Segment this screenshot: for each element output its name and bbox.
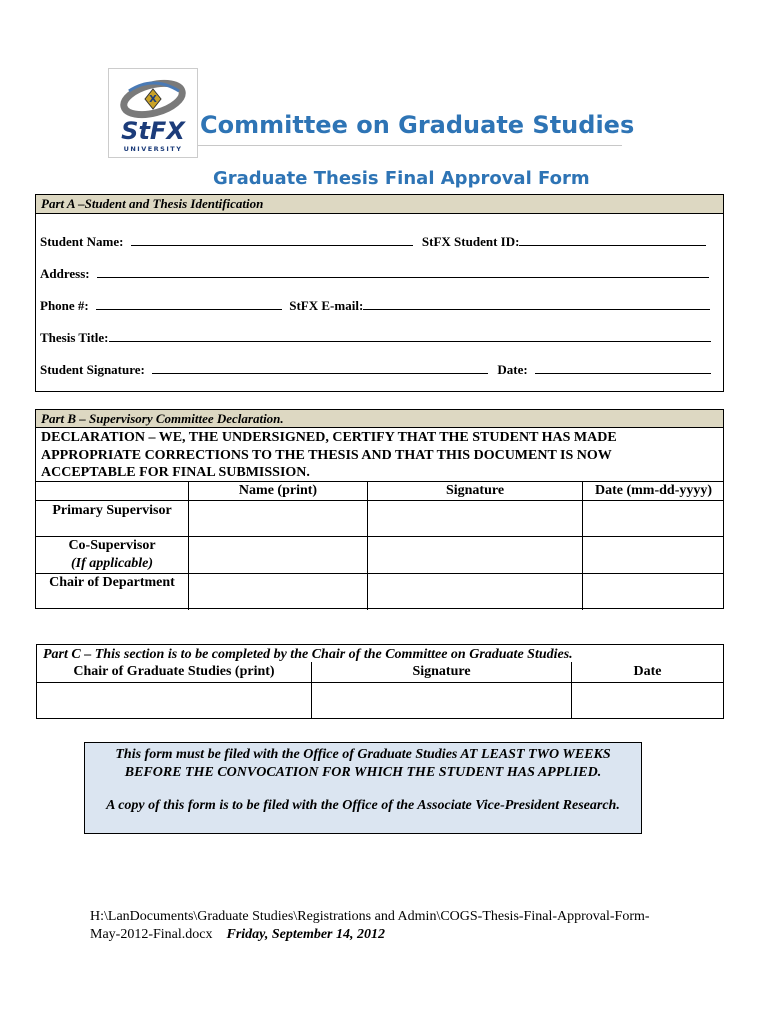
thesis-title-row — [40, 329, 711, 346]
primary-supervisor-date-cell[interactable] — [583, 501, 725, 537]
email-field[interactable] — [363, 297, 710, 310]
chair-department-name-cell[interactable] — [189, 574, 368, 610]
co-supervisor-label-cell — [36, 537, 189, 574]
phone-label: Phone #: — [40, 298, 89, 313]
student-name-field[interactable] — [131, 233, 413, 246]
file-path: H:\LanDocuments\Graduate Studies\Registrations and Admin\COGS-Thesis-Final-Approval-Form-May-2012-Final.docx — [90, 909, 650, 942]
student-signature-label: Student Signature: — [40, 362, 145, 377]
co-supervisor-name-cell[interactable] — [189, 537, 368, 574]
student-name-row — [40, 233, 706, 250]
primary-supervisor-row — [36, 501, 724, 537]
chair-header-row — [37, 662, 723, 683]
phone-field[interactable] — [96, 297, 282, 310]
address-field[interactable] — [97, 265, 709, 278]
part-b-header — [36, 410, 723, 428]
name-column-header: Name (print) — [189, 482, 368, 501]
signature-row — [40, 361, 711, 378]
logo-graphic — [109, 69, 197, 157]
address-row — [40, 265, 709, 282]
logo-wordmark: StFX — [121, 117, 185, 145]
university-logo — [108, 68, 198, 158]
date-label: Date: — [497, 362, 528, 377]
address-label: Address: — [40, 266, 90, 281]
primary-supervisor-label: Primary Supervisor — [36, 501, 189, 537]
chair-department-date-cell[interactable] — [583, 574, 725, 610]
co-supervisor-label: Co-Supervisor — [68, 538, 156, 553]
thesis-title-field[interactable] — [109, 329, 711, 342]
chair-signature-column-header: Signature — [312, 662, 572, 683]
supervisory-table — [36, 481, 724, 610]
student-name-label: Student Name: — [40, 234, 124, 249]
part-c-header — [37, 645, 723, 663]
chair-department-row — [36, 574, 724, 610]
chair-department-signature-cell[interactable] — [368, 574, 583, 610]
part-b-heading: Part B – Supervisory Committee Declaration. — [41, 411, 284, 426]
co-supervisor-signature-cell[interactable] — [368, 537, 583, 574]
student-id-label: StFX Student ID: — [421, 234, 520, 249]
phone-email-row — [40, 297, 710, 314]
filing-notice — [84, 742, 642, 834]
student-date-field[interactable] — [535, 361, 711, 374]
co-supervisor-note: (If applicable) — [70, 556, 154, 571]
part-a-heading: Part A –Student and Thesis Identification — [41, 196, 264, 211]
notice-deadline-text: This form must be filed with the Office of Graduate Studies AT LEAST TWO WEEKS BEFORE THE CONVOCATION FOR WHICH THE STUDENT HAS APPLIED. — [115, 747, 611, 780]
notice-copy-text: A copy of this form is to be filed with the Office of the Associate Vice-President Research. — [106, 798, 620, 813]
blank-header-cell — [36, 482, 189, 501]
chair-date-column-header: Date — [572, 662, 724, 683]
primary-supervisor-signature-cell[interactable] — [368, 501, 583, 537]
chair-name-cell[interactable] — [37, 683, 312, 718]
student-id-field[interactable] — [519, 233, 706, 246]
co-supervisor-date-cell[interactable] — [583, 537, 725, 574]
footer — [90, 908, 670, 944]
part-a-header — [36, 195, 723, 214]
primary-supervisor-name-cell[interactable] — [189, 501, 368, 537]
chair-department-label: Chair of Department — [36, 574, 189, 610]
svg-text:X: X — [149, 94, 157, 105]
title-rule — [198, 145, 622, 146]
declaration-text: DECLARATION – WE, THE UNDERSIGNED, CERTIFY THAT THE STUDENT HAS MADE APPROPRIATE CORRECTIONS TO THE THESIS AND THAT THIS DOCUMENT IS NOW ACCEPTABLE FOR FINAL SUBMISSION. — [41, 430, 617, 480]
chair-entry-row — [37, 683, 723, 718]
page-title: Committee on Graduate Studies — [200, 111, 635, 139]
date-column-header: Date (mm-dd-yyyy) — [583, 482, 725, 501]
chair-signature-cell[interactable] — [312, 683, 572, 718]
logo-subtext: UNIVERSITY — [123, 145, 183, 153]
chair-date-cell[interactable] — [572, 683, 724, 718]
chair-table — [37, 662, 723, 718]
signature-column-header: Signature — [368, 482, 583, 501]
chair-column-header: Chair of Graduate Studies (print) — [37, 662, 312, 683]
student-signature-field[interactable] — [152, 361, 488, 374]
document-date: Friday, September 14, 2012 — [226, 927, 386, 942]
part-c-heading: Part C – This section is to be completed by the Chair of the Committee on Graduate Studies. — [43, 647, 573, 662]
co-supervisor-row — [36, 537, 724, 574]
thesis-title-label: Thesis Title: — [40, 330, 109, 345]
form-title: Graduate Thesis Final Approval Form — [213, 168, 590, 189]
supervisory-header-row — [36, 482, 724, 501]
email-label: StFX E-mail: — [289, 298, 364, 313]
